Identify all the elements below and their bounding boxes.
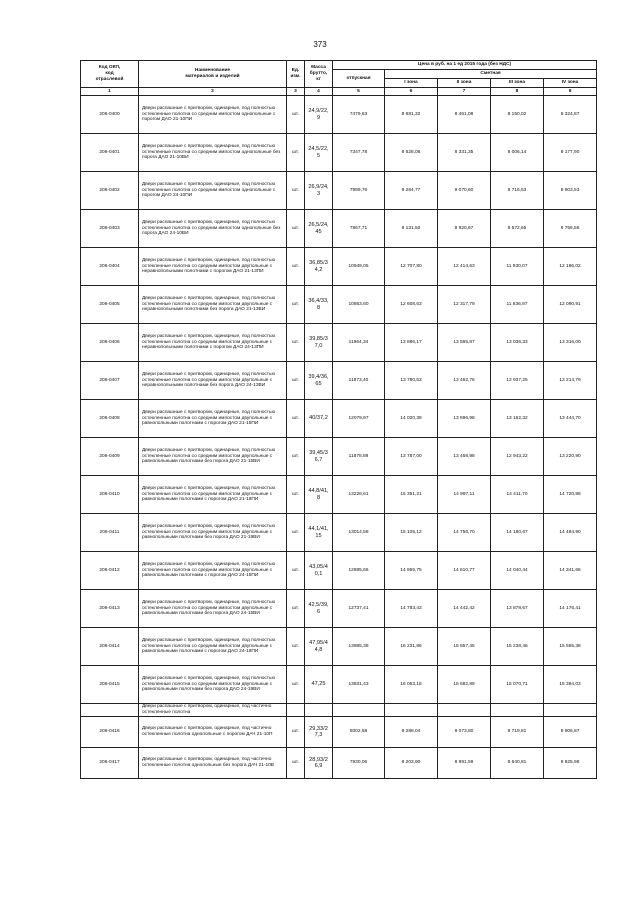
row-code: 206-0412 <box>81 552 139 590</box>
row-mass: 24,9/22, 9 <box>305 96 333 134</box>
row-zone-price-4: 8 825,98 <box>544 748 597 779</box>
column-number: 6 <box>385 88 438 96</box>
row-zone-price-2: 8 331,35 <box>438 134 491 172</box>
row-code: 206-0404 <box>81 248 139 286</box>
row-zone-price-1: 15 351,21 <box>385 476 438 514</box>
row-zone-price-4: 8 906,87 <box>544 717 597 748</box>
header-unit-text: Ед. изм. <box>290 68 301 79</box>
row-code: 206-0405 <box>81 286 139 324</box>
row-release-price: 7999,76 <box>333 172 385 210</box>
row-zone-price-3: 11 836,97 <box>491 286 544 324</box>
row-zone-price-4: 8 756,56 <box>544 210 597 248</box>
row-zone-price-1: 16 231,86 <box>385 628 438 666</box>
header-delivery: Сметная <box>385 70 597 79</box>
row-mass: 44,1/41, 15 <box>305 514 333 552</box>
row-unit: шт. <box>287 717 305 748</box>
table-row <box>81 172 597 210</box>
row-name: Двери распашные с притвором, одинарные, под полностью остекленные полотна со средним импостом однопольные с порогом ДАО 24-10ПИ <box>139 172 287 210</box>
table-row <box>81 210 597 248</box>
row-unit: шт. <box>287 96 305 134</box>
table-row <box>81 476 597 514</box>
row-zone-price-1: 15 105,12 <box>385 514 438 552</box>
row-mass: 26,9/24, 3 <box>305 172 333 210</box>
table-row <box>81 324 597 362</box>
row-unit: шт. <box>287 628 305 666</box>
row-zone-price-3: 14 411,70 <box>491 476 544 514</box>
empty-cell <box>287 704 305 717</box>
row-release-price: 7867,71 <box>333 210 385 248</box>
row-code: 206-0413 <box>81 590 139 628</box>
row-release-price: 10863,60 <box>333 286 385 324</box>
empty-cell <box>491 704 544 717</box>
row-code: 206-0400 <box>81 96 139 134</box>
column-number: 5 <box>333 88 385 96</box>
row-release-price: 12737,41 <box>333 590 385 628</box>
row-code: 206-0406 <box>81 324 139 362</box>
row-unit: шт. <box>287 438 305 476</box>
row-unit: шт. <box>287 476 305 514</box>
table-row <box>81 628 597 666</box>
row-name: Двери распашные с притвором, одинарные, под полностью остекленные полотна со средним импостом однопольные без порога ДАО 24-10ВИ <box>139 210 287 248</box>
row-code: 206-0415 <box>81 666 139 704</box>
row-zone-price-1: 9 131,50 <box>385 210 438 248</box>
header-zone-1: I зона <box>385 79 438 88</box>
table-row <box>81 362 597 400</box>
row-zone-price-3: 8 719,81 <box>491 717 544 748</box>
row-zone-price-2: 13 468,98 <box>438 438 491 476</box>
row-mass: 28,93/2 6,9 <box>305 748 333 779</box>
table-row <box>81 552 597 590</box>
row-release-price: 7479,63 <box>333 96 385 134</box>
column-number: 7 <box>438 88 491 96</box>
row-zone-price-4: 8 324,87 <box>544 96 597 134</box>
header-unit <box>287 61 305 88</box>
row-code: 206-0411 <box>81 514 139 552</box>
row-zone-price-4: 14 176,41 <box>544 590 597 628</box>
row-unit: шт. <box>287 514 305 552</box>
row-name: Двери распашные с притвором, одинарные, под полностью остекленные полотна со средним импостом двупольные с равнопольными полотнами без порога ДАО 21-19ВИ <box>139 514 287 552</box>
empty-cell <box>305 704 333 717</box>
row-unit: шт. <box>287 400 305 438</box>
row-zone-price-4: 13 214,79 <box>544 362 597 400</box>
row-zone-price-4: 14 341,66 <box>544 552 597 590</box>
row-mass: 47,95/4 4,8 <box>305 628 333 666</box>
row-code: 206-0408 <box>81 400 139 438</box>
row-release-price: 11878,89 <box>333 438 385 476</box>
row-unit: шт. <box>287 134 305 172</box>
row-zone-price-3: 13 036,33 <box>491 324 544 362</box>
row-unit: шт. <box>287 666 305 704</box>
row-name: Двери распашные с притвором, одинарные, под полностью остекленные полотна со средним импостом двупольные с равнопольными полотнами без порога ДАО 21-15ВИ <box>139 438 287 476</box>
empty-cell <box>438 704 491 717</box>
row-release-price: 13985,38 <box>333 628 385 666</box>
row-name: Двери распашные с притвором, одинарные, под полностью остекленные полотна со средним импостом однопольные без порога ДАО 21-10ВИ <box>139 134 287 172</box>
row-zone-price-4: 8 903,53 <box>544 172 597 210</box>
row-release-price: 12885,66 <box>333 552 385 590</box>
header-zone-4: IV зона <box>544 79 597 88</box>
header-zone-3: III зона <box>491 79 544 88</box>
page-number: 373 <box>313 40 327 49</box>
row-zone-price-3: 8 006,14 <box>491 134 544 172</box>
row-zone-price-1: 12 707,80 <box>385 248 438 286</box>
row-zone-price-2: 14 442,42 <box>438 590 491 628</box>
row-zone-price-2: 13 565,87 <box>438 324 491 362</box>
row-zone-price-2: 14 610,77 <box>438 552 491 590</box>
row-release-price: 7347,78 <box>333 134 385 172</box>
row-zone-price-2: 14 756,70 <box>438 514 491 552</box>
row-code: 206-0401 <box>81 134 139 172</box>
row-zone-price-3: 8 572,65 <box>491 210 544 248</box>
table-body <box>81 96 597 779</box>
row-zone-price-3: 15 238,46 <box>491 628 544 666</box>
row-zone-price-4: 15 394,03 <box>544 666 597 704</box>
empty-cell <box>544 704 597 717</box>
table-row <box>81 590 597 628</box>
empty-cell <box>81 704 139 717</box>
row-release-price: 10949,05 <box>333 248 385 286</box>
row-zone-price-4: 13 316,00 <box>544 324 597 362</box>
row-release-price: 11873,40 <box>333 362 385 400</box>
section-note: Двери распашные с притвором, одинарные, под частично остекленные полотна <box>139 704 287 717</box>
table-row <box>81 400 597 438</box>
row-zone-price-3: 13 878,67 <box>491 590 544 628</box>
row-zone-price-4: 14 484,90 <box>544 514 597 552</box>
column-number: 1 <box>81 88 139 96</box>
row-mass: 42,5/39, 6 <box>305 590 333 628</box>
table-row <box>81 438 597 476</box>
table-row <box>81 666 597 704</box>
header-code-text: Код ОКП, код отраслевой <box>95 65 124 82</box>
row-zone-price-2: 9 070,60 <box>438 172 491 210</box>
table-row <box>81 748 597 779</box>
row-release-price: 7930,06 <box>333 748 385 779</box>
row-zone-price-2: 12 414,63 <box>438 248 491 286</box>
row-mass: 39,85/3 7,0 <box>305 324 333 362</box>
row-name: Двери распашные с притвором, одинарные, под частично остекленные полотна однопольные без порога ДАЧ 21-10В <box>139 748 287 779</box>
row-zone-price-3: 12 943,22 <box>491 438 544 476</box>
table-row <box>81 134 597 172</box>
row-zone-price-3: 14 180,67 <box>491 514 544 552</box>
row-zone-price-4: 8 177,90 <box>544 134 597 172</box>
row-zone-price-1: 14 783,43 <box>385 590 438 628</box>
row-mass: 24,5/22, 5 <box>305 134 333 172</box>
row-zone-price-4: 13 220,90 <box>544 438 597 476</box>
row-release-price: 11964,34 <box>333 324 385 362</box>
header-price-group: Цена в руб. на 1 ед 2015 года (без НДС) <box>333 61 597 70</box>
row-mass: 43,05/4 0,1 <box>305 552 333 590</box>
row-unit: шт. <box>287 590 305 628</box>
column-number: 4 <box>305 88 333 96</box>
empty-cell <box>385 704 438 717</box>
section-note-row <box>81 704 597 717</box>
row-unit: шт. <box>287 210 305 248</box>
row-zone-price-4: 15 565,38 <box>544 628 597 666</box>
row-code: 206-0402 <box>81 172 139 210</box>
row-mass: 26,5/24, 45 <box>305 210 333 248</box>
row-name: Двери распашные с притвором, одинарные, под частично остекленные полотна однопольные с порогом ДАЧ 21-10П <box>139 717 287 748</box>
table-row <box>81 248 597 286</box>
row-zone-price-3: 14 040,44 <box>491 552 544 590</box>
table-header <box>81 61 597 96</box>
row-name: Двери распашные с притвором, одинарные, под полностью остекленные полотна со средним импостом двупольные с равнопольными полотнами с порогом ДАО 24-15ПИ <box>139 552 287 590</box>
row-zone-price-3: 8 716,53 <box>491 172 544 210</box>
row-release-price: 8002,58 <box>333 717 385 748</box>
header-mass <box>305 61 333 88</box>
price-table <box>80 60 597 779</box>
row-zone-price-2: 8 920,67 <box>438 210 491 248</box>
row-code: 206-0410 <box>81 476 139 514</box>
row-zone-price-2: 8 991,59 <box>438 748 491 779</box>
row-unit: шт. <box>287 248 305 286</box>
row-release-price: 13014,58 <box>333 514 385 552</box>
row-name: Двери распашные с притвором, одинарные, под полностью остекленные полотна со средним импостом двупольные с равнопольными полотнами без порога ДАО 24-15ВИ <box>139 590 287 628</box>
table-row <box>81 96 597 134</box>
row-zone-price-4: 12 186,02 <box>544 248 597 286</box>
row-code: 206-0417 <box>81 748 139 779</box>
row-zone-price-3: 11 930,07 <box>491 248 544 286</box>
row-code: 206-0403 <box>81 210 139 248</box>
row-zone-price-2: 12 317,79 <box>438 286 491 324</box>
row-name: Двери распашные с притвором, одинарные, под полностью остекленные полотна со средним импостом двупольные с равнопольными полотнами без порога ДАО 24-19ВИ <box>139 666 287 704</box>
table-row <box>81 717 597 748</box>
table-row <box>81 286 597 324</box>
row-name: Двери распашные с притвором, одинарные, под полностью остекленные полотна со средним импостом двупольные с равнопольными полотнами с порогом ДАО 21-19ПИ <box>139 476 287 514</box>
row-name: Двери распашные с притвором, одинарные, под полностью остекленные полотна со средним импостом двупольные с равнопольными полотнами с порогом ДАО 21-15ПИ <box>139 400 287 438</box>
row-zone-price-2: 8 461,08 <box>438 96 491 134</box>
row-mass: 36,4/33, 8 <box>305 286 333 324</box>
row-name: Двери распашные с притвором, одинарные, под полностью остекленные полотна со средним импостом двупольные с неравнопольными полотнами с порогом ДАО 24-13ПИ <box>139 324 287 362</box>
row-zone-price-3: 8 150,02 <box>491 96 544 134</box>
row-mass: 39,45/3 6,7 <box>305 438 333 476</box>
row-zone-price-4: 12 090,91 <box>544 286 597 324</box>
row-mass: 29,33/2 7,3 <box>305 717 333 748</box>
row-zone-price-3: 15 070,71 <box>491 666 544 704</box>
row-zone-price-1: 14 020,38 <box>385 400 438 438</box>
row-zone-price-4: 14 720,88 <box>544 476 597 514</box>
row-unit: шт. <box>287 172 305 210</box>
row-zone-price-1: 16 053,18 <box>385 666 438 704</box>
row-mass: 39,4/36, 65 <box>305 362 333 400</box>
row-zone-price-4: 13 444,70 <box>544 400 597 438</box>
row-name: Двери распашные с притвором, одинарные, под полностью остекленные полотна со средним импостом двупольные с неравнопольными полотнами с порогом ДАО 21-13ПИ <box>139 248 287 286</box>
row-mass: 47,25 <box>305 666 333 704</box>
column-number: 2 <box>139 88 287 96</box>
column-numbers <box>81 88 597 96</box>
row-zone-price-1: 12 608,63 <box>385 286 438 324</box>
row-mass: 40/37,2 <box>305 400 333 438</box>
header-zone-2: II зона <box>438 79 491 88</box>
row-zone-price-2: 15 857,45 <box>438 628 491 666</box>
row-zone-price-1: 8 203,90 <box>385 748 438 779</box>
header-name-text: Наименование материалов и изделий <box>185 68 240 79</box>
row-unit: шт. <box>287 362 305 400</box>
row-name: Двери распашные с притвором, одинарные, под полностью остекленные полотна со средним импостом двупольные с неравнопольными полотнами без порога ДАО 21-13ВИ <box>139 286 287 324</box>
row-release-price: 13831,43 <box>333 666 385 704</box>
row-unit: шт. <box>287 286 305 324</box>
header-code <box>81 61 139 88</box>
row-zone-price-2: 13 462,76 <box>438 362 491 400</box>
row-zone-price-2: 14 997,11 <box>438 476 491 514</box>
header-release: отпускная <box>333 70 385 88</box>
row-release-price: 13226,61 <box>333 476 385 514</box>
row-mass: 36,85/3 4,2 <box>305 248 333 286</box>
row-zone-price-1: 14 955,75 <box>385 552 438 590</box>
row-zone-price-1: 13 787,00 <box>385 438 438 476</box>
row-zone-price-1: 13 886,17 <box>385 324 438 362</box>
row-unit: шт. <box>287 552 305 590</box>
column-number: 8 <box>491 88 544 96</box>
row-code: 206-0414 <box>81 628 139 666</box>
row-zone-price-1: 9 288,04 <box>385 717 438 748</box>
row-name: Двери распашные с притвором, одинарные, под полностью остекленные полотна со средним импостом двупольные с неравнопольными полотнами без порога ДАО 24-13ВИ <box>139 362 287 400</box>
row-zone-price-3: 8 640,81 <box>491 748 544 779</box>
row-zone-price-3: 12 937,25 <box>491 362 544 400</box>
row-code: 206-0407 <box>81 362 139 400</box>
row-unit: шт. <box>287 324 305 362</box>
empty-cell <box>333 704 385 717</box>
row-release-price: 12079,97 <box>333 400 385 438</box>
row-name: Двери распашные с притвором, одинарные, под полностью остекленные полотна со средним импостом однопольные с порогом ДАО 21-10ПИ <box>139 96 287 134</box>
header-mass-text: Масса брутто, кг <box>309 65 328 82</box>
row-zone-price-2: 15 682,89 <box>438 666 491 704</box>
row-code: 206-0409 <box>81 438 139 476</box>
row-zone-price-2: 9 073,80 <box>438 717 491 748</box>
row-mass: 44,8/41, 8 <box>305 476 333 514</box>
row-unit: шт. <box>287 748 305 779</box>
column-number: 3 <box>287 88 305 96</box>
header-name <box>139 61 287 88</box>
table-row <box>81 514 597 552</box>
row-name: Двери распашные с притвором, одинарные, под полностью остекленные полотна со средним импостом двупольные с равнопольными полотнами с порогом ДАО 24-19ПИ <box>139 628 287 666</box>
row-zone-price-3: 13 162,32 <box>491 400 544 438</box>
column-number: 9 <box>544 88 597 96</box>
row-zone-price-2: 13 696,98 <box>438 400 491 438</box>
row-zone-price-1: 8 528,06 <box>385 134 438 172</box>
row-zone-price-1: 8 681,32 <box>385 96 438 134</box>
row-zone-price-1: 9 284,77 <box>385 172 438 210</box>
row-zone-price-1: 13 780,63 <box>385 362 438 400</box>
row-code: 206-0416 <box>81 717 139 748</box>
